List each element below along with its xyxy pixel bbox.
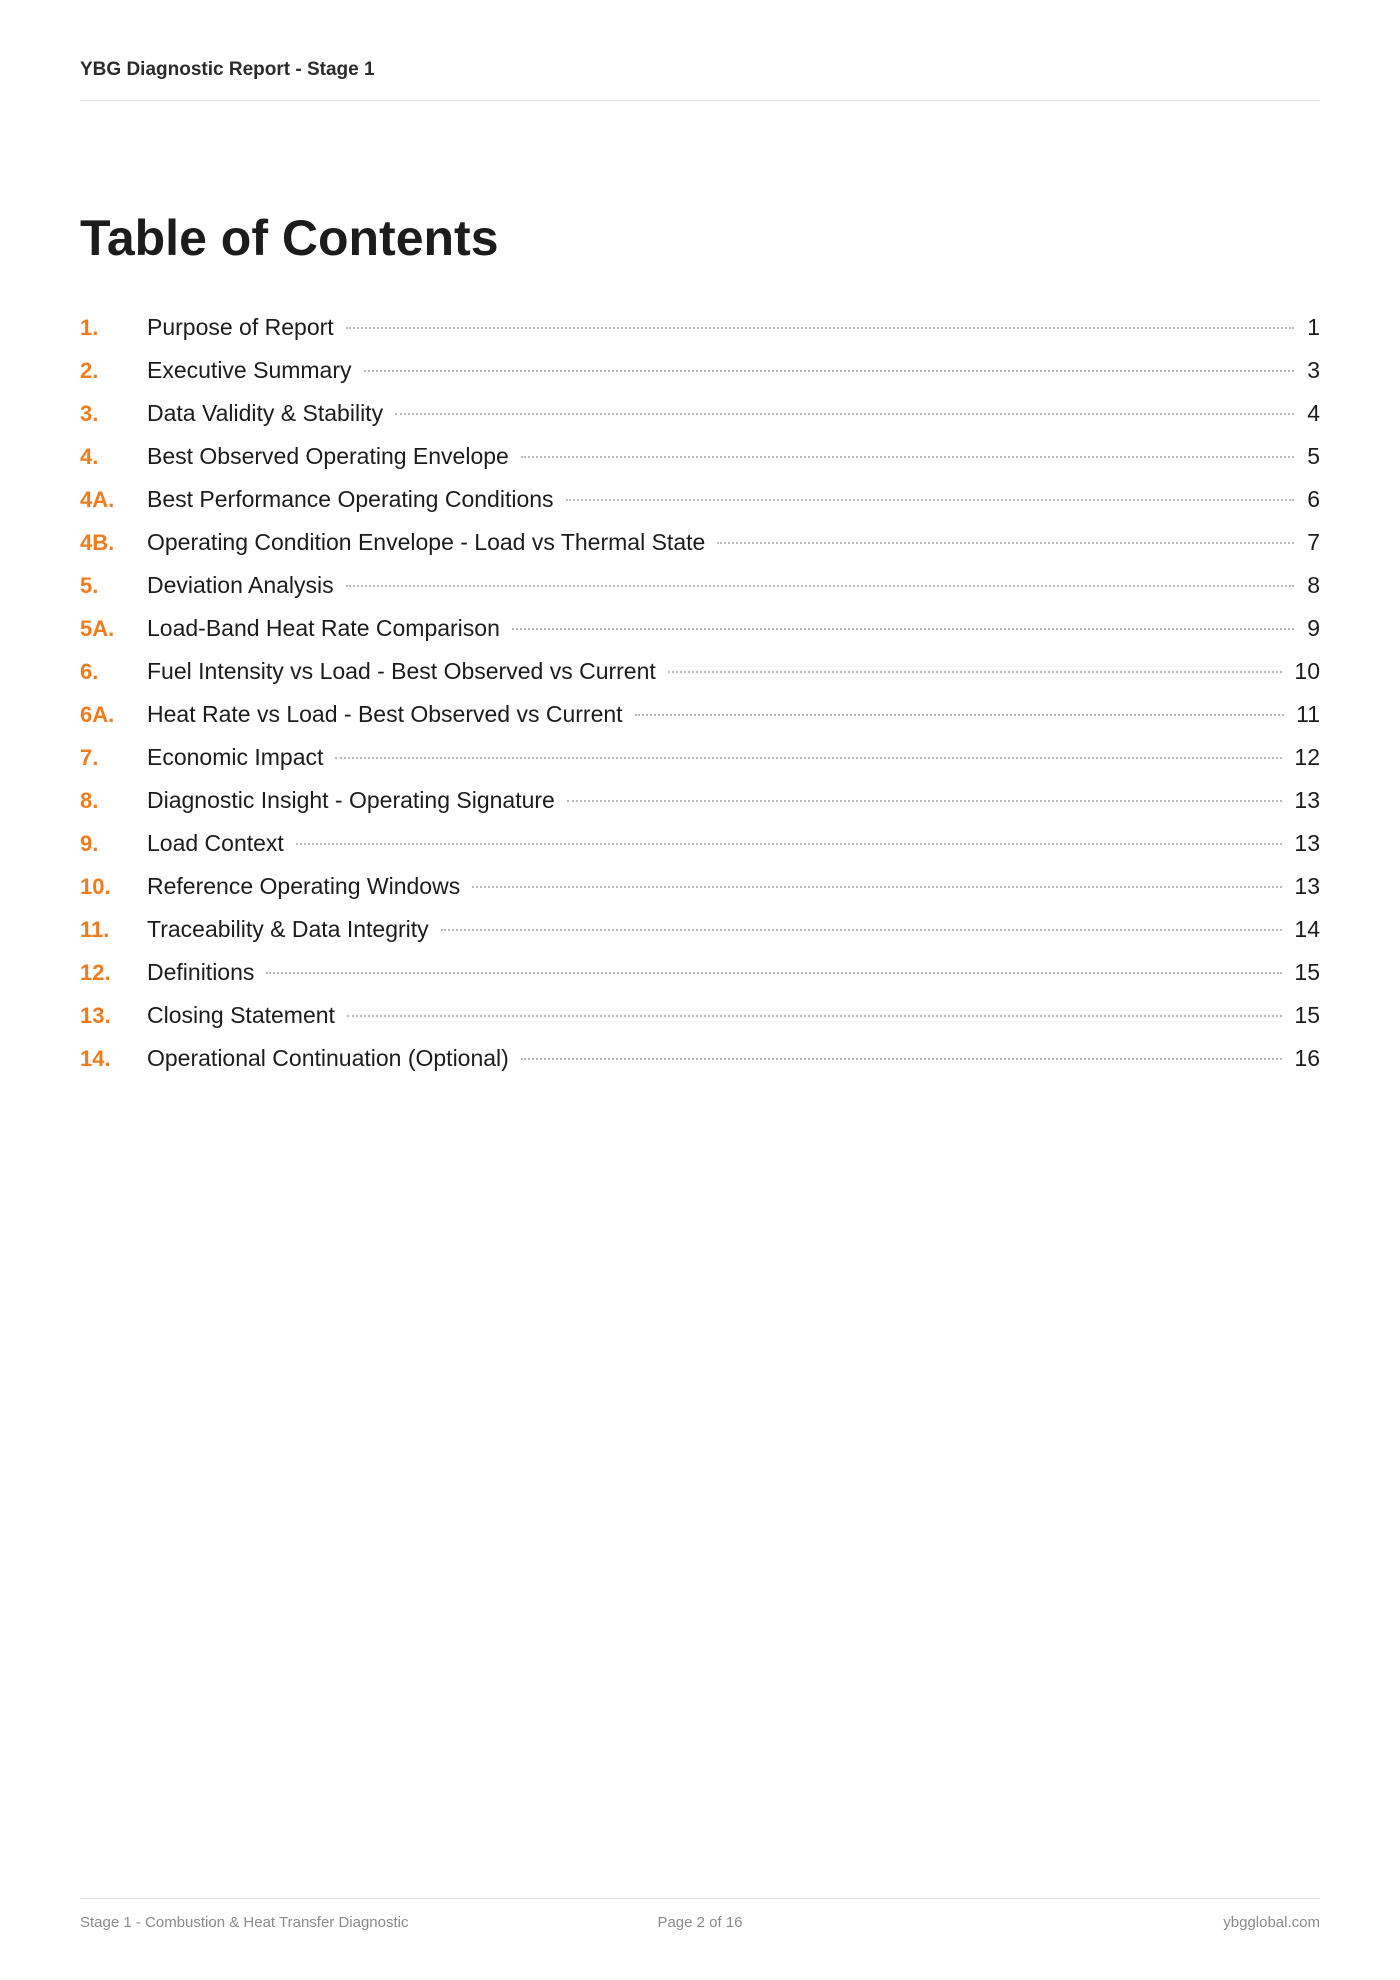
toc-entry-page: 9 — [1307, 615, 1320, 641]
toc-dot-leader — [521, 1058, 1283, 1060]
toc-entry-page: 11 — [1296, 701, 1320, 727]
toc-entry[interactable] — [80, 736, 1320, 779]
toc-dot-leader — [335, 757, 1282, 759]
toc-dot-leader — [347, 1015, 1282, 1017]
toc-entry-title: Load-Band Heat Rate Comparison — [147, 615, 500, 641]
toc-entry-number: 4A. — [80, 487, 115, 512]
page-footer — [80, 1898, 1320, 1959]
toc-entry[interactable] — [80, 521, 1320, 564]
toc-entry-number: 9. — [80, 831, 99, 856]
toc-entry-title: Diagnostic Insight - Operating Signature — [147, 787, 555, 813]
toc-entry-page: 4 — [1307, 400, 1320, 426]
toc-entry-number: 4. — [80, 444, 99, 469]
toc-entry-number: 11. — [80, 917, 110, 942]
toc-entry-page: 3 — [1307, 357, 1320, 383]
toc-entry[interactable] — [80, 306, 1320, 349]
toc-entry-number: 7. — [80, 745, 99, 770]
toc-entry-page: 7 — [1307, 529, 1320, 555]
toc-entry-page: 15 — [1294, 959, 1320, 985]
footer-website: ybgglobal.com — [1223, 1914, 1320, 1931]
toc-entry[interactable] — [80, 650, 1320, 693]
toc-entry-number: 2. — [80, 358, 99, 383]
toc-dot-leader — [395, 413, 1294, 415]
toc-dot-leader — [635, 714, 1285, 716]
page-header — [80, 58, 1320, 101]
toc-entry-title: Operational Continuation (Optional) — [147, 1045, 509, 1071]
toc-entry-number: 6A. — [80, 702, 115, 727]
toc-entry-title: Purpose of Report — [147, 314, 334, 340]
toc-entry-number: 1. — [80, 315, 99, 340]
toc-dot-leader — [717, 542, 1294, 544]
toc-entry[interactable] — [80, 349, 1320, 392]
toc-entry-title: Best Observed Operating Envelope — [147, 443, 509, 469]
toc-entry-number: 3. — [80, 401, 99, 426]
toc-entry[interactable] — [80, 865, 1320, 908]
toc-entry[interactable] — [80, 779, 1320, 822]
toc-dot-leader — [472, 886, 1282, 888]
toc-entry-number: 13. — [80, 1003, 111, 1028]
toc-dot-leader — [266, 972, 1282, 974]
toc-dot-leader — [512, 628, 1294, 630]
toc-entry-page: 13 — [1294, 830, 1320, 856]
toc-entry[interactable] — [80, 908, 1320, 951]
toc-dot-leader — [346, 327, 1294, 329]
toc-entry-page: 15 — [1294, 1002, 1320, 1028]
toc-entry-title: Executive Summary — [147, 357, 352, 383]
toc-entry[interactable] — [80, 392, 1320, 435]
toc-entry-number: 4B. — [80, 530, 115, 555]
toc-entry-page: 14 — [1294, 916, 1320, 942]
toc-entry-page: 8 — [1307, 572, 1320, 598]
toc-entry-page: 6 — [1307, 486, 1320, 512]
header-title: YBG Diagnostic Report - Stage 1 — [80, 59, 375, 80]
toc-entry-number: 6. — [80, 659, 99, 684]
toc-entry[interactable] — [80, 478, 1320, 521]
toc-entry-number: 5. — [80, 573, 99, 598]
toc-entry-page: 13 — [1294, 873, 1320, 899]
toc-entry-title: Economic Impact — [147, 744, 324, 770]
toc-entry-title: Definitions — [147, 959, 255, 985]
toc-entry-title: Reference Operating Windows — [147, 873, 461, 899]
toc-dot-leader — [364, 370, 1294, 372]
toc-dot-leader — [566, 499, 1294, 501]
toc-entry-page: 5 — [1307, 443, 1320, 469]
toc-dot-leader — [296, 843, 1283, 845]
toc-entry-title: Traceability & Data Integrity — [147, 916, 429, 942]
table-of-contents — [80, 306, 1320, 1080]
toc-entry-page: 10 — [1294, 658, 1320, 684]
toc-entry-number: 8. — [80, 788, 99, 813]
toc-entry[interactable] — [80, 693, 1320, 736]
toc-dot-leader — [441, 929, 1283, 931]
toc-entry-number: 14. — [80, 1046, 111, 1071]
toc-entry-page: 16 — [1294, 1045, 1320, 1071]
footer-page-number: Page 2 of 16 — [657, 1914, 743, 1931]
toc-entry[interactable] — [80, 1037, 1320, 1080]
toc-entry[interactable] — [80, 607, 1320, 650]
toc-entry-page: 12 — [1294, 744, 1320, 770]
toc-entry-page: 1 — [1307, 314, 1320, 340]
toc-entry[interactable] — [80, 564, 1320, 607]
toc-entry-title: Deviation Analysis — [147, 572, 334, 598]
toc-entry-title: Fuel Intensity vs Load - Best Observed vs Current — [147, 658, 656, 684]
toc-entry[interactable] — [80, 951, 1320, 994]
toc-entry-title: Heat Rate vs Load - Best Observed vs Current — [147, 701, 623, 727]
toc-entry-title: Operating Condition Envelope - Load vs Thermal State — [147, 529, 706, 555]
toc-entry-number: 12. — [80, 960, 111, 985]
toc-dot-leader — [668, 671, 1283, 673]
toc-dot-leader — [346, 585, 1294, 587]
toc-entry-number: 5A. — [80, 616, 115, 641]
toc-dot-leader — [521, 456, 1294, 458]
toc-entry[interactable] — [80, 822, 1320, 865]
toc-entry[interactable] — [80, 435, 1320, 478]
toc-dot-leader — [567, 800, 1283, 802]
page-title: Table of Contents — [80, 210, 499, 266]
toc-entry-title: Load Context — [147, 830, 284, 856]
toc-entry-page: 13 — [1294, 787, 1320, 813]
toc-entry-title: Data Validity & Stability — [147, 400, 384, 426]
toc-entry-number: 10. — [80, 874, 111, 899]
footer-section-title: Stage 1 - Combustion & Heat Transfer Diagnostic — [80, 1914, 409, 1931]
toc-entry-title: Best Performance Operating Conditions — [147, 486, 554, 512]
toc-entry[interactable] — [80, 994, 1320, 1037]
toc-entry-title: Closing Statement — [147, 1002, 335, 1028]
